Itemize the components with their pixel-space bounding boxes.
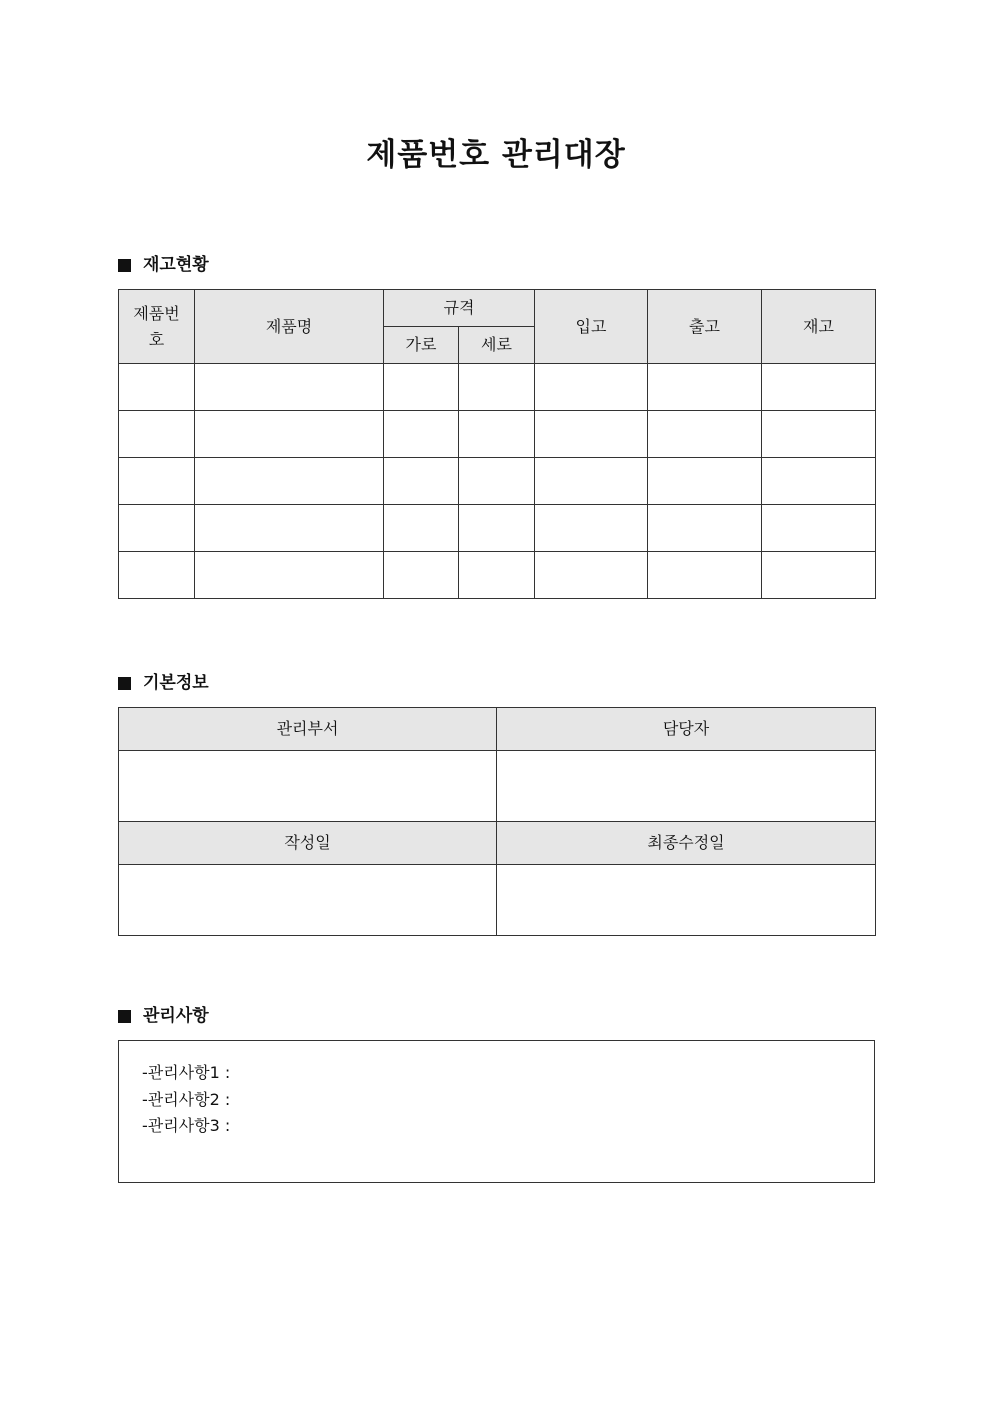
value-created-date[interactable]: [119, 865, 497, 936]
list-item: -관리사항3 :: [142, 1116, 231, 1135]
document-title: 제품번호 관리대장: [366, 137, 626, 173]
cell-outbound[interactable]: [648, 364, 762, 411]
cell-product-name[interactable]: [195, 552, 384, 599]
info-value-row: [119, 865, 876, 936]
cell-stock[interactable]: [762, 552, 876, 599]
cell-product-name[interactable]: [195, 411, 384, 458]
cell-width[interactable]: [384, 458, 459, 505]
square-bullet-icon: [118, 1010, 131, 1023]
info-header-row: [119, 708, 876, 751]
cell-product-number[interactable]: [119, 552, 195, 599]
cell-inbound[interactable]: [535, 411, 648, 458]
label-manager: 담당자: [497, 708, 876, 751]
list-item: -관리사항1 :: [142, 1063, 231, 1082]
cell-outbound[interactable]: [648, 411, 762, 458]
table-row: [119, 411, 876, 458]
stock-table: [118, 289, 876, 599]
cell-product-name[interactable]: [195, 458, 384, 505]
label-department: 관리부서: [119, 708, 497, 751]
cell-stock[interactable]: [762, 411, 876, 458]
cell-height[interactable]: [459, 552, 535, 599]
notes-section-title: 관리사항: [143, 1006, 209, 1026]
col-header-inbound: 입고: [535, 290, 648, 364]
label-modified-date: 최종수정일: [497, 822, 876, 865]
cell-height[interactable]: [459, 364, 535, 411]
cell-width[interactable]: [384, 411, 459, 458]
cell-height[interactable]: [459, 411, 535, 458]
cell-width[interactable]: [384, 552, 459, 599]
cell-inbound[interactable]: [535, 552, 648, 599]
cell-product-number[interactable]: [119, 411, 195, 458]
cell-product-number[interactable]: [119, 458, 195, 505]
info-section-title: 기본정보: [143, 673, 209, 693]
info-value-row: [119, 751, 876, 822]
col-header-stock: 재고: [762, 290, 876, 364]
cell-product-name[interactable]: [195, 364, 384, 411]
col-header-outbound: 출고: [648, 290, 762, 364]
cell-inbound[interactable]: [535, 364, 648, 411]
cell-stock[interactable]: [762, 505, 876, 552]
cell-outbound[interactable]: [648, 552, 762, 599]
notes-box[interactable]: [118, 1040, 875, 1183]
cell-width[interactable]: [384, 505, 459, 552]
value-manager[interactable]: [497, 751, 876, 822]
value-modified-date[interactable]: [497, 865, 876, 936]
notes-section-heading: [118, 1004, 209, 1028]
info-section-heading: [118, 671, 209, 695]
table-row: [119, 364, 876, 411]
cell-inbound[interactable]: [535, 505, 648, 552]
square-bullet-icon: [118, 259, 131, 272]
square-bullet-icon: [118, 677, 131, 690]
col-header-spec-height: 세로: [459, 327, 535, 364]
cell-stock[interactable]: [762, 364, 876, 411]
info-table: [118, 707, 876, 936]
col-header-product-number: 제품번 호: [119, 290, 195, 364]
table-row: [119, 505, 876, 552]
cell-product-name[interactable]: [195, 505, 384, 552]
cell-height[interactable]: [459, 505, 535, 552]
cell-stock[interactable]: [762, 458, 876, 505]
table-row: [119, 552, 876, 599]
col-header-product-name: 제품명: [195, 290, 384, 364]
stock-section-title: 재고현황: [143, 255, 209, 275]
notes-list: [119, 1041, 874, 1140]
cell-width[interactable]: [384, 364, 459, 411]
col-header-spec-width: 가로: [384, 327, 459, 364]
cell-inbound[interactable]: [535, 458, 648, 505]
stock-table-header-row: [119, 290, 876, 327]
cell-height[interactable]: [459, 458, 535, 505]
table-row: [119, 458, 876, 505]
col-header-spec: 규격: [384, 290, 535, 327]
label-created-date: 작성일: [119, 822, 497, 865]
value-department[interactable]: [119, 751, 497, 822]
cell-product-number[interactable]: [119, 364, 195, 411]
cell-outbound[interactable]: [648, 458, 762, 505]
stock-section-heading: [118, 253, 209, 277]
list-item: -관리사항2 :: [142, 1089, 231, 1109]
cell-outbound[interactable]: [648, 505, 762, 552]
cell-product-number[interactable]: [119, 505, 195, 552]
info-header-row: [119, 822, 876, 865]
